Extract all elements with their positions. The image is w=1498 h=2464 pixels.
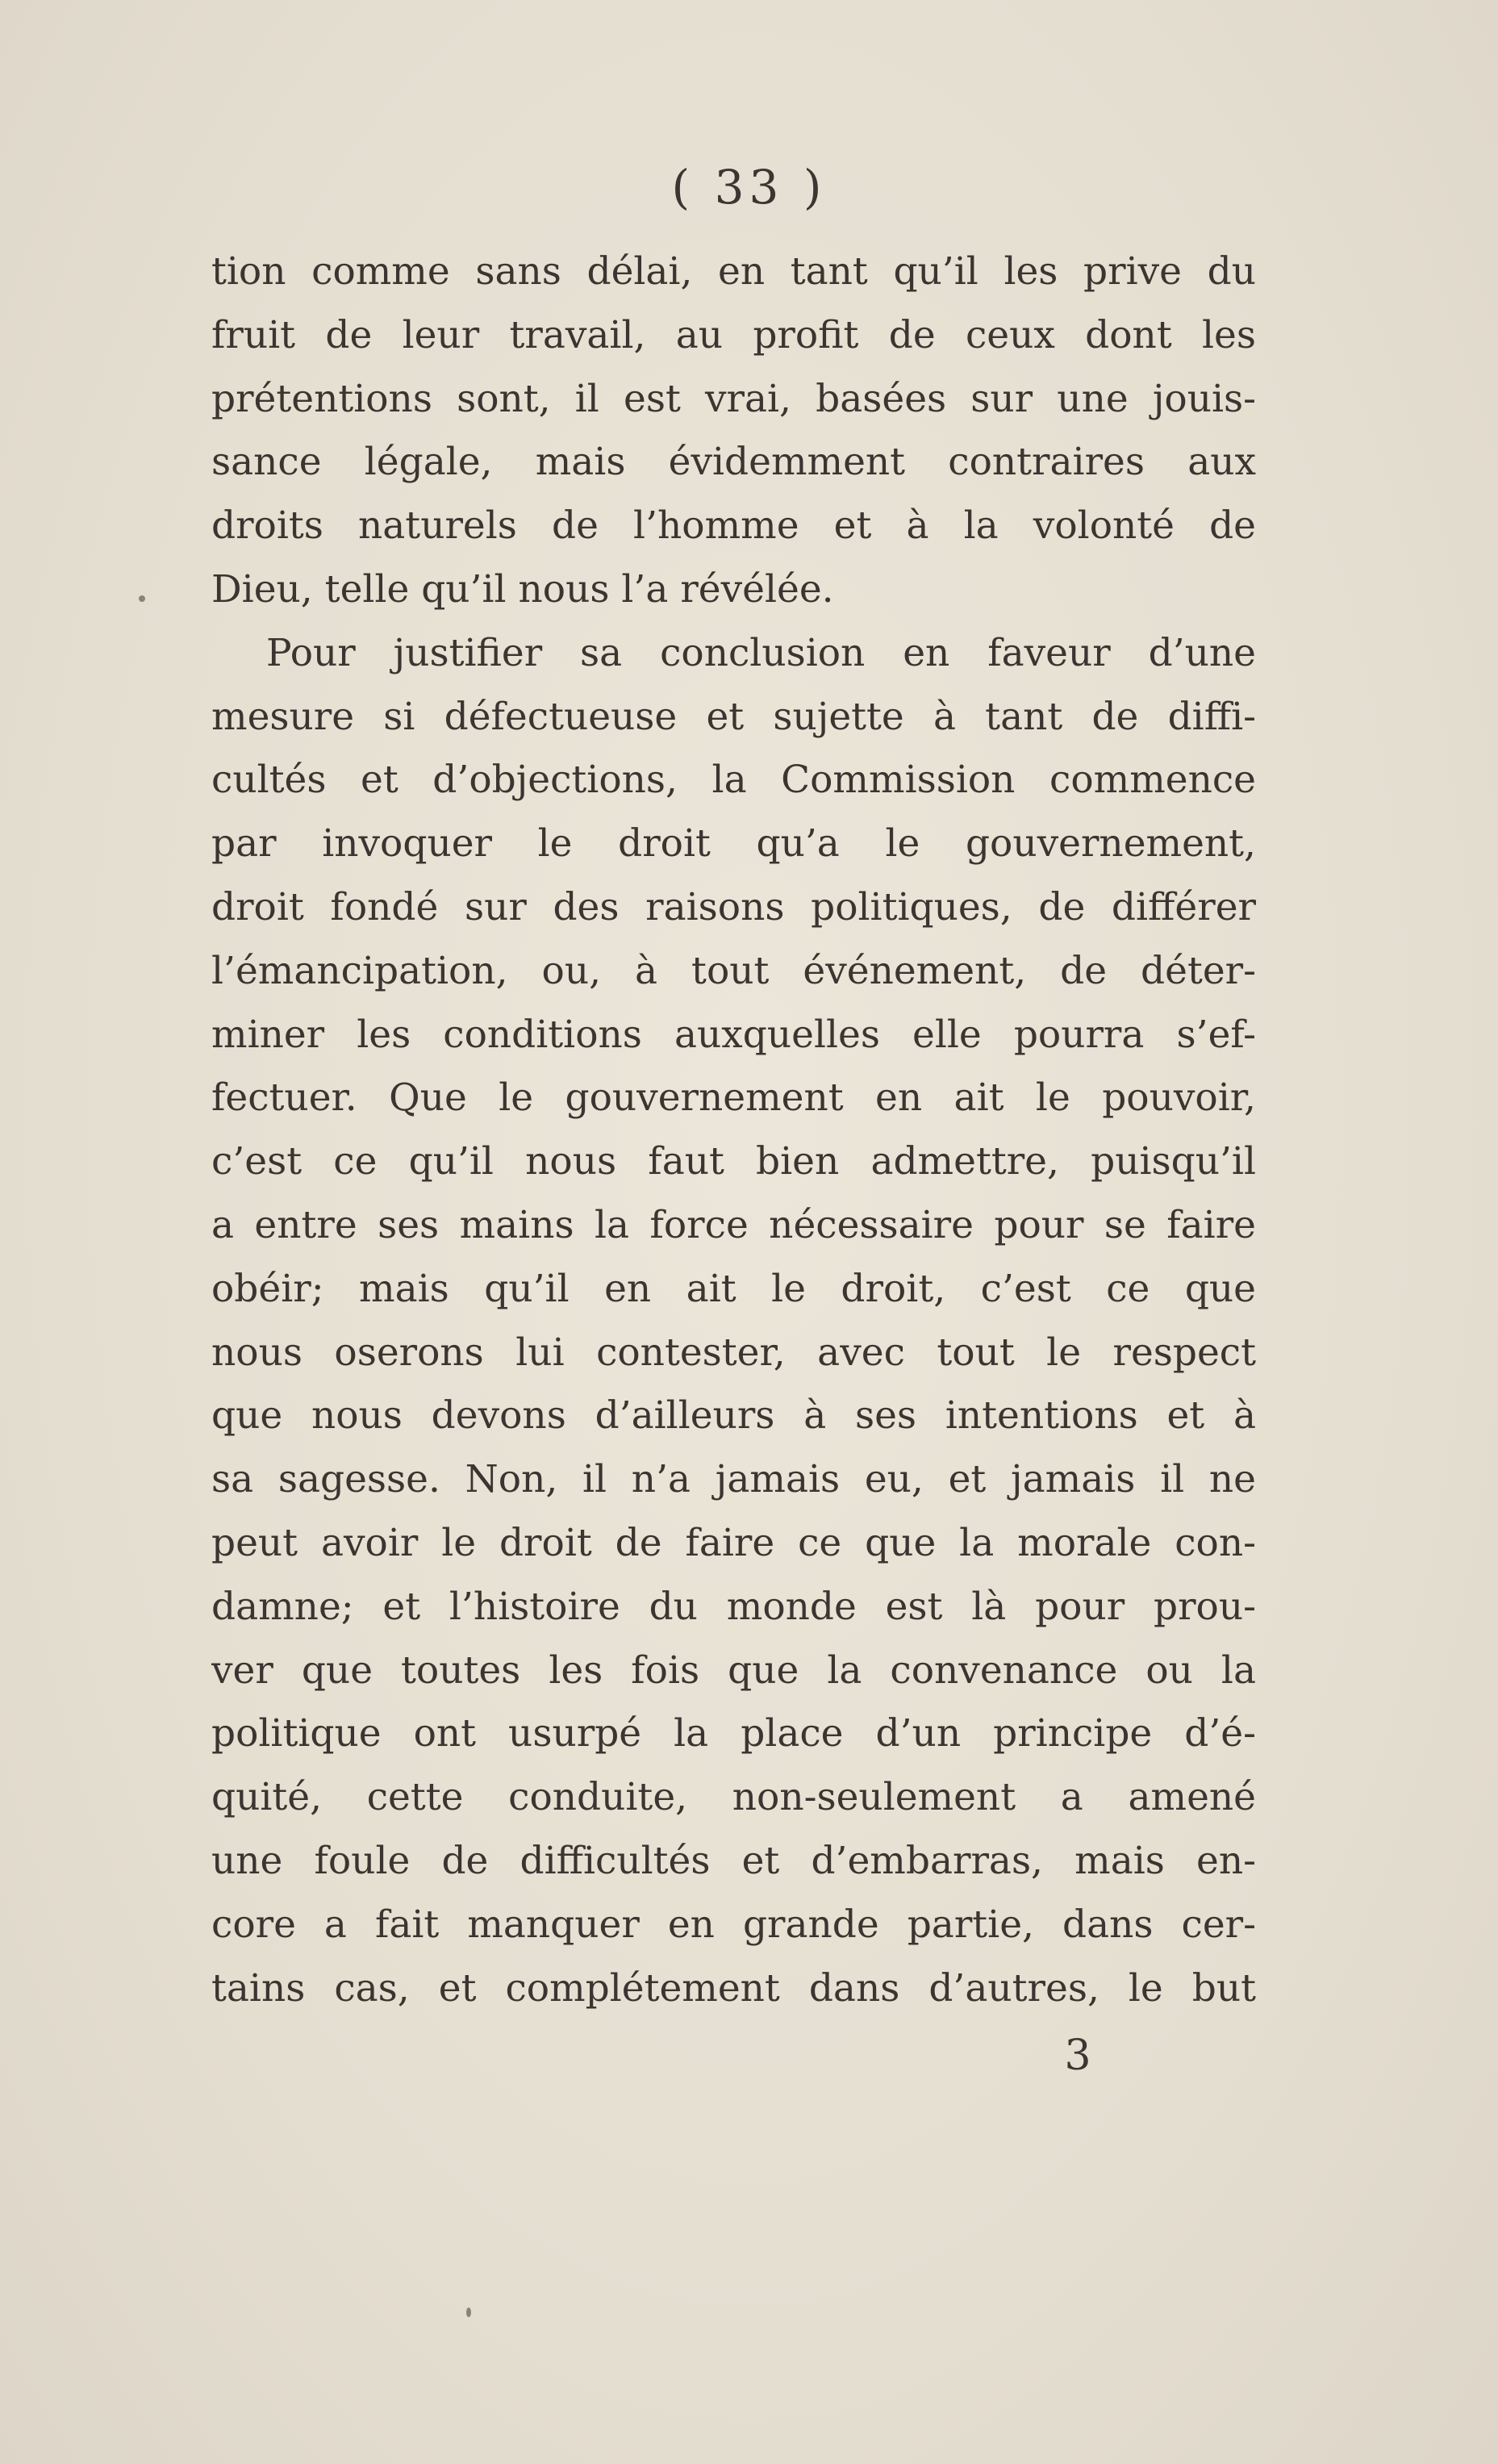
page-number: ( 33 )	[671, 160, 827, 215]
text-line: tains cas, et complétement dans d’autres, le but	[211, 1965, 1256, 2011]
text-line: droits naturels de l’homme et à la volonté de	[211, 503, 1256, 549]
text-line: quité, cette conduite, non-seulement a amené	[211, 1775, 1256, 1820]
text-line: l’émancipation, ou, à tout événement, de déter-	[211, 948, 1256, 993]
text-line: miner les conditions auxquelles elle pourra s’ef-	[211, 1012, 1256, 1057]
text-line: par invoquer le droit qu’a le gouvernement,	[211, 821, 1256, 867]
paragraph-1	[211, 240, 1256, 622]
text-line: sance légale, mais évidemment contraires aux	[211, 440, 1256, 485]
text-line: Pour justifier sa conclusion en faveur d’une	[266, 630, 1256, 675]
text-line: a entre ses mains la force nécessaire pour se faire	[211, 1202, 1256, 1247]
paragraph-2	[211, 622, 1256, 2021]
text-line: que nous devons d’ailleurs à ses intentions et à	[211, 1393, 1256, 1439]
paper-speck	[466, 2307, 471, 2317]
text-line: politique ont usurpé la place d’un principe d’é-	[211, 1711, 1256, 1756]
text-line: obéir; mais qu’il en ait le droit, c’est ce que	[211, 1266, 1256, 1311]
text-line: damne; et l’histoire du monde est là pour prou-	[211, 1584, 1256, 1629]
text-line: fruit de leur travail, au profit de ceux dont les	[211, 312, 1256, 357]
text-line: prétentions sont, il est vrai, basées sur une jouis-	[211, 376, 1256, 421]
body-text	[211, 240, 1256, 2020]
text-line: Dieu, telle qu’il nous l’a révélée.	[211, 566, 834, 612]
text-line: tion comme sans délai, en tant qu’il les prive du	[211, 249, 1256, 294]
text-line: sa sagesse. Non, il n’a jamais eu, et jamais il ne	[211, 1457, 1256, 1502]
text-line: core a fait manquer en grande partie, dans cer-	[211, 1902, 1256, 1947]
text-line: une foule de difficultés et d’embarras, mais en-	[211, 1838, 1256, 1883]
text-line: ver que toutes les fois que la convenance ou la	[211, 1648, 1256, 1693]
text-line: peut avoir le droit de faire ce que la morale con-	[211, 1520, 1256, 1565]
text-line: fectuer. Que le gouvernement en ait le pouvoir,	[211, 1075, 1256, 1121]
signature-mark: 3	[1064, 2032, 1091, 2080]
paper-speck	[139, 595, 145, 602]
text-line: mesure si défectueuse et sujette à tant de diffi-	[211, 694, 1256, 739]
text-line: nous oserons lui contester, avec tout le respect	[211, 1330, 1256, 1375]
text-line: cultés et d’objections, la Commission commence	[211, 758, 1256, 803]
text-line: droit fondé sur des raisons politiques, de différer	[211, 884, 1256, 929]
text-line: c’est ce qu’il nous faut bien admettre, puisqu’il	[211, 1139, 1256, 1184]
